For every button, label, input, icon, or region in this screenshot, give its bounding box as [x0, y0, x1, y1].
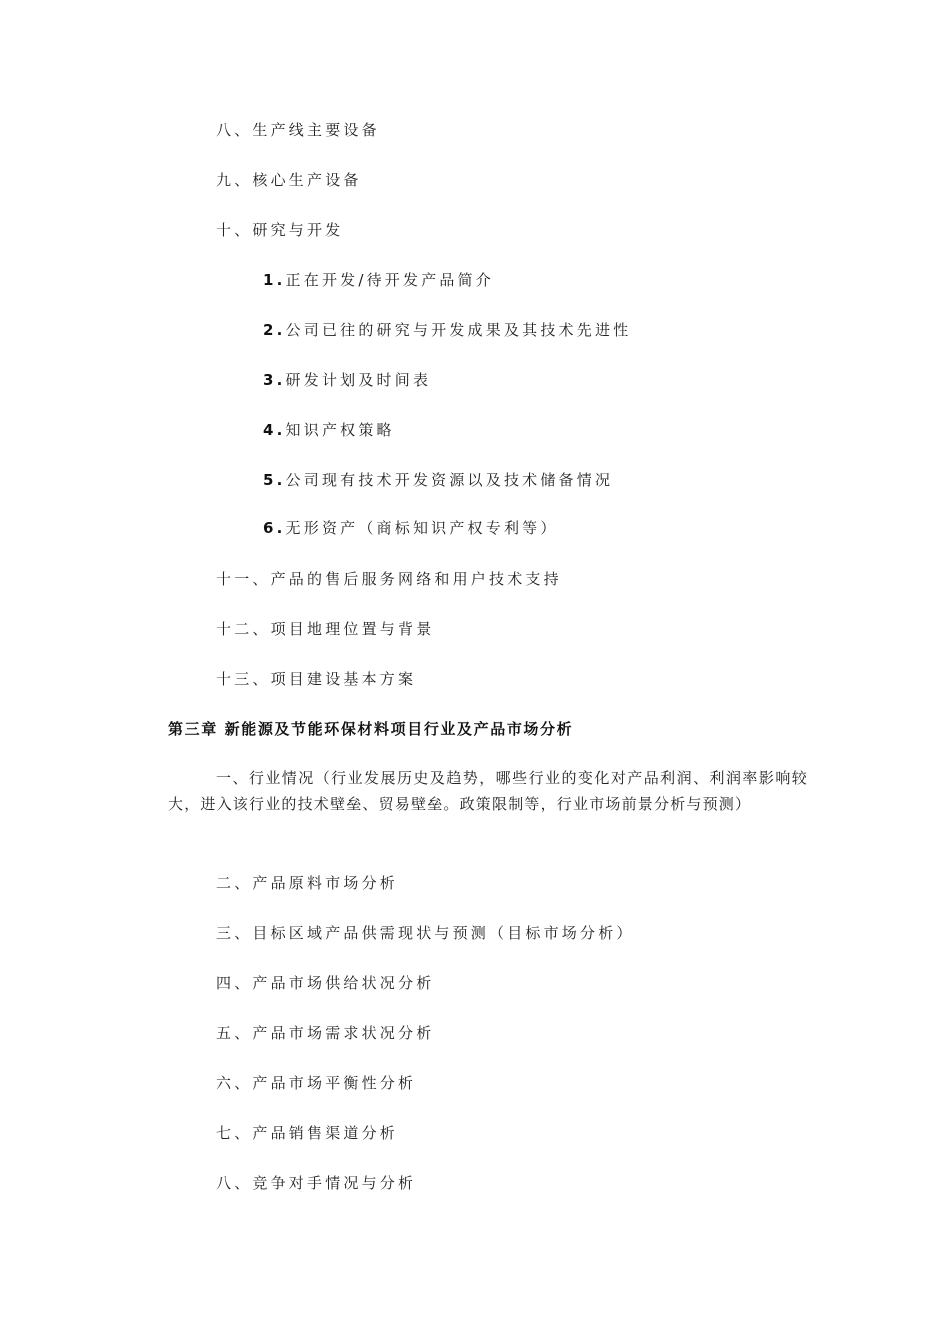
toc-subitem: [263, 420, 395, 440]
section-paragraph: 一、行业情况（行业发展历史及趋势，哪些行业的变化对产品利润、利润率影响较大，进入该行业的技术壁垒、贸易壁垒。政策限制等，行业市场前景分析与预测）: [168, 769, 808, 813]
subitem-label: 研发计划及时间表: [285, 371, 432, 389]
subitem-label: 正在开发/待开发产品简介: [285, 271, 495, 289]
subitem-label: 公司现有技术开发资源以及技术储备情况: [285, 471, 614, 489]
toc-item: 十三、项目建设基本方案: [216, 670, 417, 688]
toc-item: 十、研究与开发: [216, 221, 344, 239]
toc-item: 七、产品销售渠道分析: [216, 1124, 399, 1142]
subitem-number: 2.: [263, 321, 286, 339]
toc-subitem: [263, 370, 431, 390]
toc-subitem: [263, 518, 559, 538]
toc-item: 四、产品市场供给状况分析: [216, 974, 435, 992]
toc-subitem: [263, 320, 631, 340]
toc-item: 八、生产线主要设备: [216, 121, 380, 139]
toc-subitem: [263, 470, 613, 490]
toc-item: 六、产品市场平衡性分析: [216, 1074, 417, 1092]
subitem-label: 知识产权策略: [285, 421, 395, 439]
toc-item: 十二、项目地理位置与背景: [216, 620, 435, 638]
chapter-title: 第三章 新能源及节能环保材料项目行业及产品市场分析: [168, 720, 574, 738]
toc-subitem: [263, 270, 494, 290]
subitem-number: 6.: [263, 519, 286, 537]
toc-item: 三、目标区域产品供需现状与预测（目标市场分析）: [216, 924, 635, 942]
subitem-number: 1.: [263, 271, 286, 289]
subitem-label: 无形资产（商标知识产权专利等）: [285, 519, 559, 537]
toc-item: 五、产品市场需求状况分析: [216, 1024, 435, 1042]
toc-item: 八、竞争对手情况与分析: [216, 1174, 417, 1192]
subitem-label: 公司已往的研究与开发成果及其技术先进性: [285, 321, 632, 339]
toc-item: 九、核心生产设备: [216, 171, 362, 189]
subitem-number: 3.: [263, 371, 286, 389]
subitem-number: 4.: [263, 421, 286, 439]
subitem-number: 5.: [263, 471, 286, 489]
toc-item: 二、产品原料市场分析: [216, 874, 399, 892]
toc-item: 十一、产品的售后服务网络和用户技术支持: [216, 570, 562, 588]
